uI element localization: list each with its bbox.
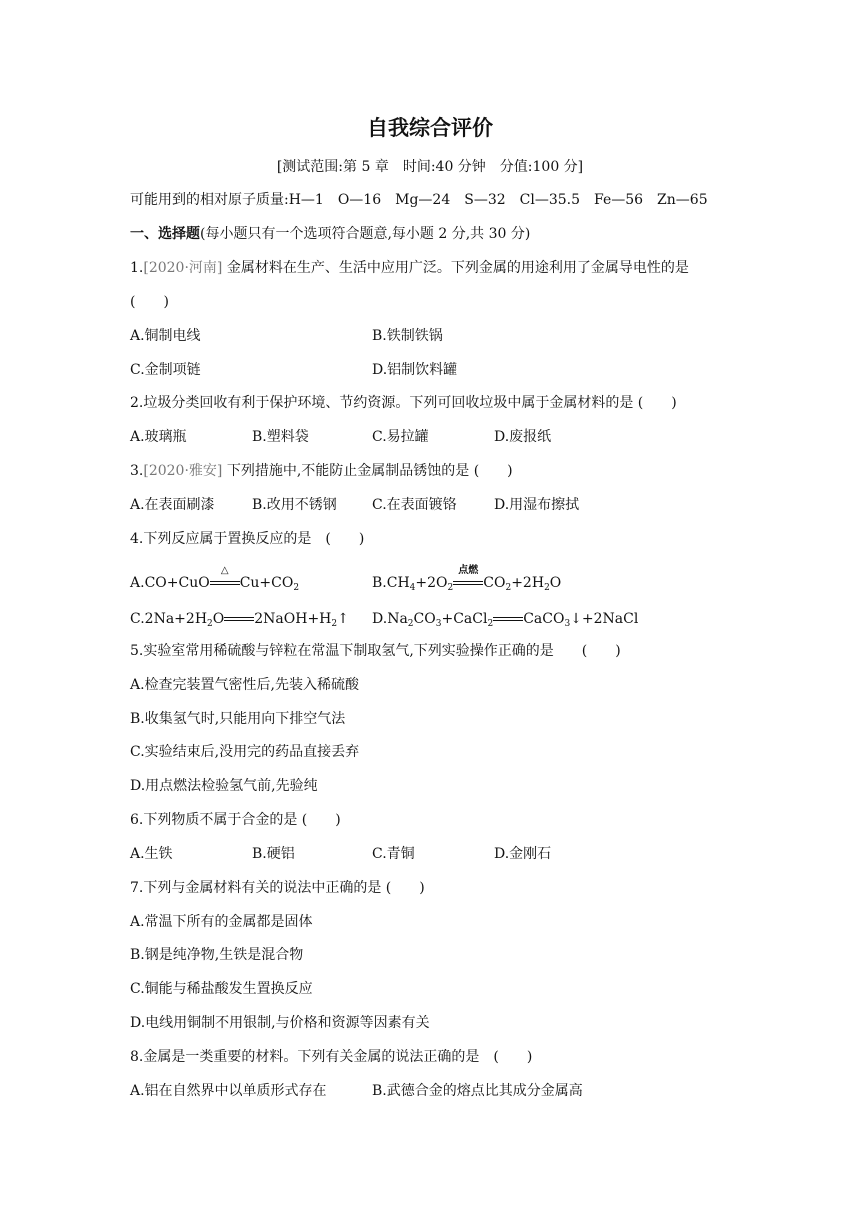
question-5-stem: 5.实验室常用稀硫酸与锌粒在常温下制取氢气,下列实验操作正确的是 ( ): [130, 643, 621, 659]
q6-option-b: B.硬铝: [252, 846, 295, 862]
section-title: 一、选择题: [130, 226, 200, 242]
q1-option-b: B.铁制铁锅: [372, 328, 443, 344]
q2-option-c: C.易拉罐: [372, 429, 429, 445]
question-number: 3.: [130, 463, 144, 479]
question-6-stem: 6.下列物质不属于合金的是 ( ): [130, 812, 341, 828]
ignite-equals-sign: 点燃: [453, 573, 483, 593]
question-number: 1.: [130, 260, 144, 276]
q1-option-d: D.铝制饮料罐: [372, 362, 458, 378]
question-text: 下列措施中,不能防止金属制品锈蚀的是 ( ): [222, 463, 513, 479]
q1-option-a: A.铜制电线: [130, 328, 201, 344]
question-source: [2020·河南]: [143, 260, 223, 276]
question-7-stem: 7.下列与金属材料有关的说法中正确的是 ( ): [130, 880, 425, 896]
q2-option-b: B.塑料袋: [252, 429, 309, 445]
q3-option-d: D.用湿布擦拭: [494, 497, 580, 513]
q7-option-b: B.钢是纯净物,生铁是混合物: [130, 947, 304, 963]
answer-paren: ( ): [130, 294, 169, 310]
q5-option-b: B.收集氢气时,只能用向下排空气法: [130, 711, 346, 727]
q4-option-b: $B.CH_4+2O_2$ 点燃 $CO_2+2H_2O$: [372, 565, 562, 593]
q2-option-a: A.玻璃瓶: [130, 429, 187, 445]
test-meta: [测试范围:第 5 章 时间:40 分钟 分值:100 分]: [276, 159, 584, 175]
q6-option-d: D.金刚石: [494, 846, 552, 862]
heat-equals-sign: △: [210, 573, 240, 593]
q5-option-c: C.实验结束后,没用完的药品直接丢弃: [130, 744, 360, 760]
q5-option-a: A.检查完装置气密性后,先装入稀硫酸: [130, 677, 360, 693]
q3-option-a: A.在表面刷漆: [130, 497, 215, 513]
q3-option-c: C.在表面镀铬: [372, 497, 457, 513]
q7-option-d: D.电线用铜制不用银制,与价格和资源等因素有关: [130, 1015, 430, 1031]
question-8-stem: 8.金属是一类重要的材料。下列有关金属的说法正确的是 ( ): [130, 1049, 533, 1065]
question-source: [2020·雅安]: [143, 463, 223, 479]
section-heading: [130, 224, 530, 244]
equals-sign: [493, 609, 523, 629]
q5-option-d: D.用点燃法检验氢气前,先验纯: [130, 778, 318, 794]
q6-option-a: A.生铁: [130, 846, 173, 862]
q8-option-a: A.铝在自然界中以单质形式存在: [130, 1083, 327, 1099]
page-title: 自我综合评价: [367, 116, 493, 140]
question-2-stem: 2.垃圾分类回收有利于保护环境、节约资源。下列可回收垃圾中属于金属材料的是 ( ): [130, 395, 677, 411]
q2-option-d: D.废报纸: [494, 429, 552, 445]
equals-sign: [224, 609, 254, 629]
question-text: 金属材料在生产、生活中应用广泛。下列金属的用途利用了金属导电性的是: [222, 260, 689, 276]
question-4-stem: 4.下列反应属于置换反应的是 ( ): [130, 531, 365, 547]
question-3-stem: [130, 461, 513, 481]
section-note: (每小题只有一个选项符合题意,每小题 2 分,共 30 分): [200, 226, 531, 242]
q7-option-c: C.铜能与稀盐酸发生置换反应: [130, 981, 313, 997]
q4-option-c: $C.2Na+2H_2O$ $2NaOH+H_2↑$: [130, 611, 349, 629]
q6-option-c: C.青铜: [372, 846, 415, 862]
q3-option-b: B.改用不锈钢: [252, 497, 337, 513]
atomic-mass-line: 可能用到的相对原子质量:H—1 O—16 Mg—24 S—32 Cl—35.5 Fe—56 Zn—65: [130, 192, 708, 208]
q4-option-d: $D.Na_2CO_3+CaCl_2$ CaCO$_3$↓+2NaCl: [372, 611, 639, 629]
q7-option-a: A.常温下所有的金属都是固体: [130, 914, 313, 930]
q8-option-b: B.武德合金的熔点比其成分金属高: [372, 1083, 583, 1099]
q1-option-c: C.金制项链: [130, 362, 201, 378]
question-1-stem: [130, 258, 689, 278]
q4-option-a: A.CO+CuO △ $Cu+CO_2$: [130, 565, 300, 593]
